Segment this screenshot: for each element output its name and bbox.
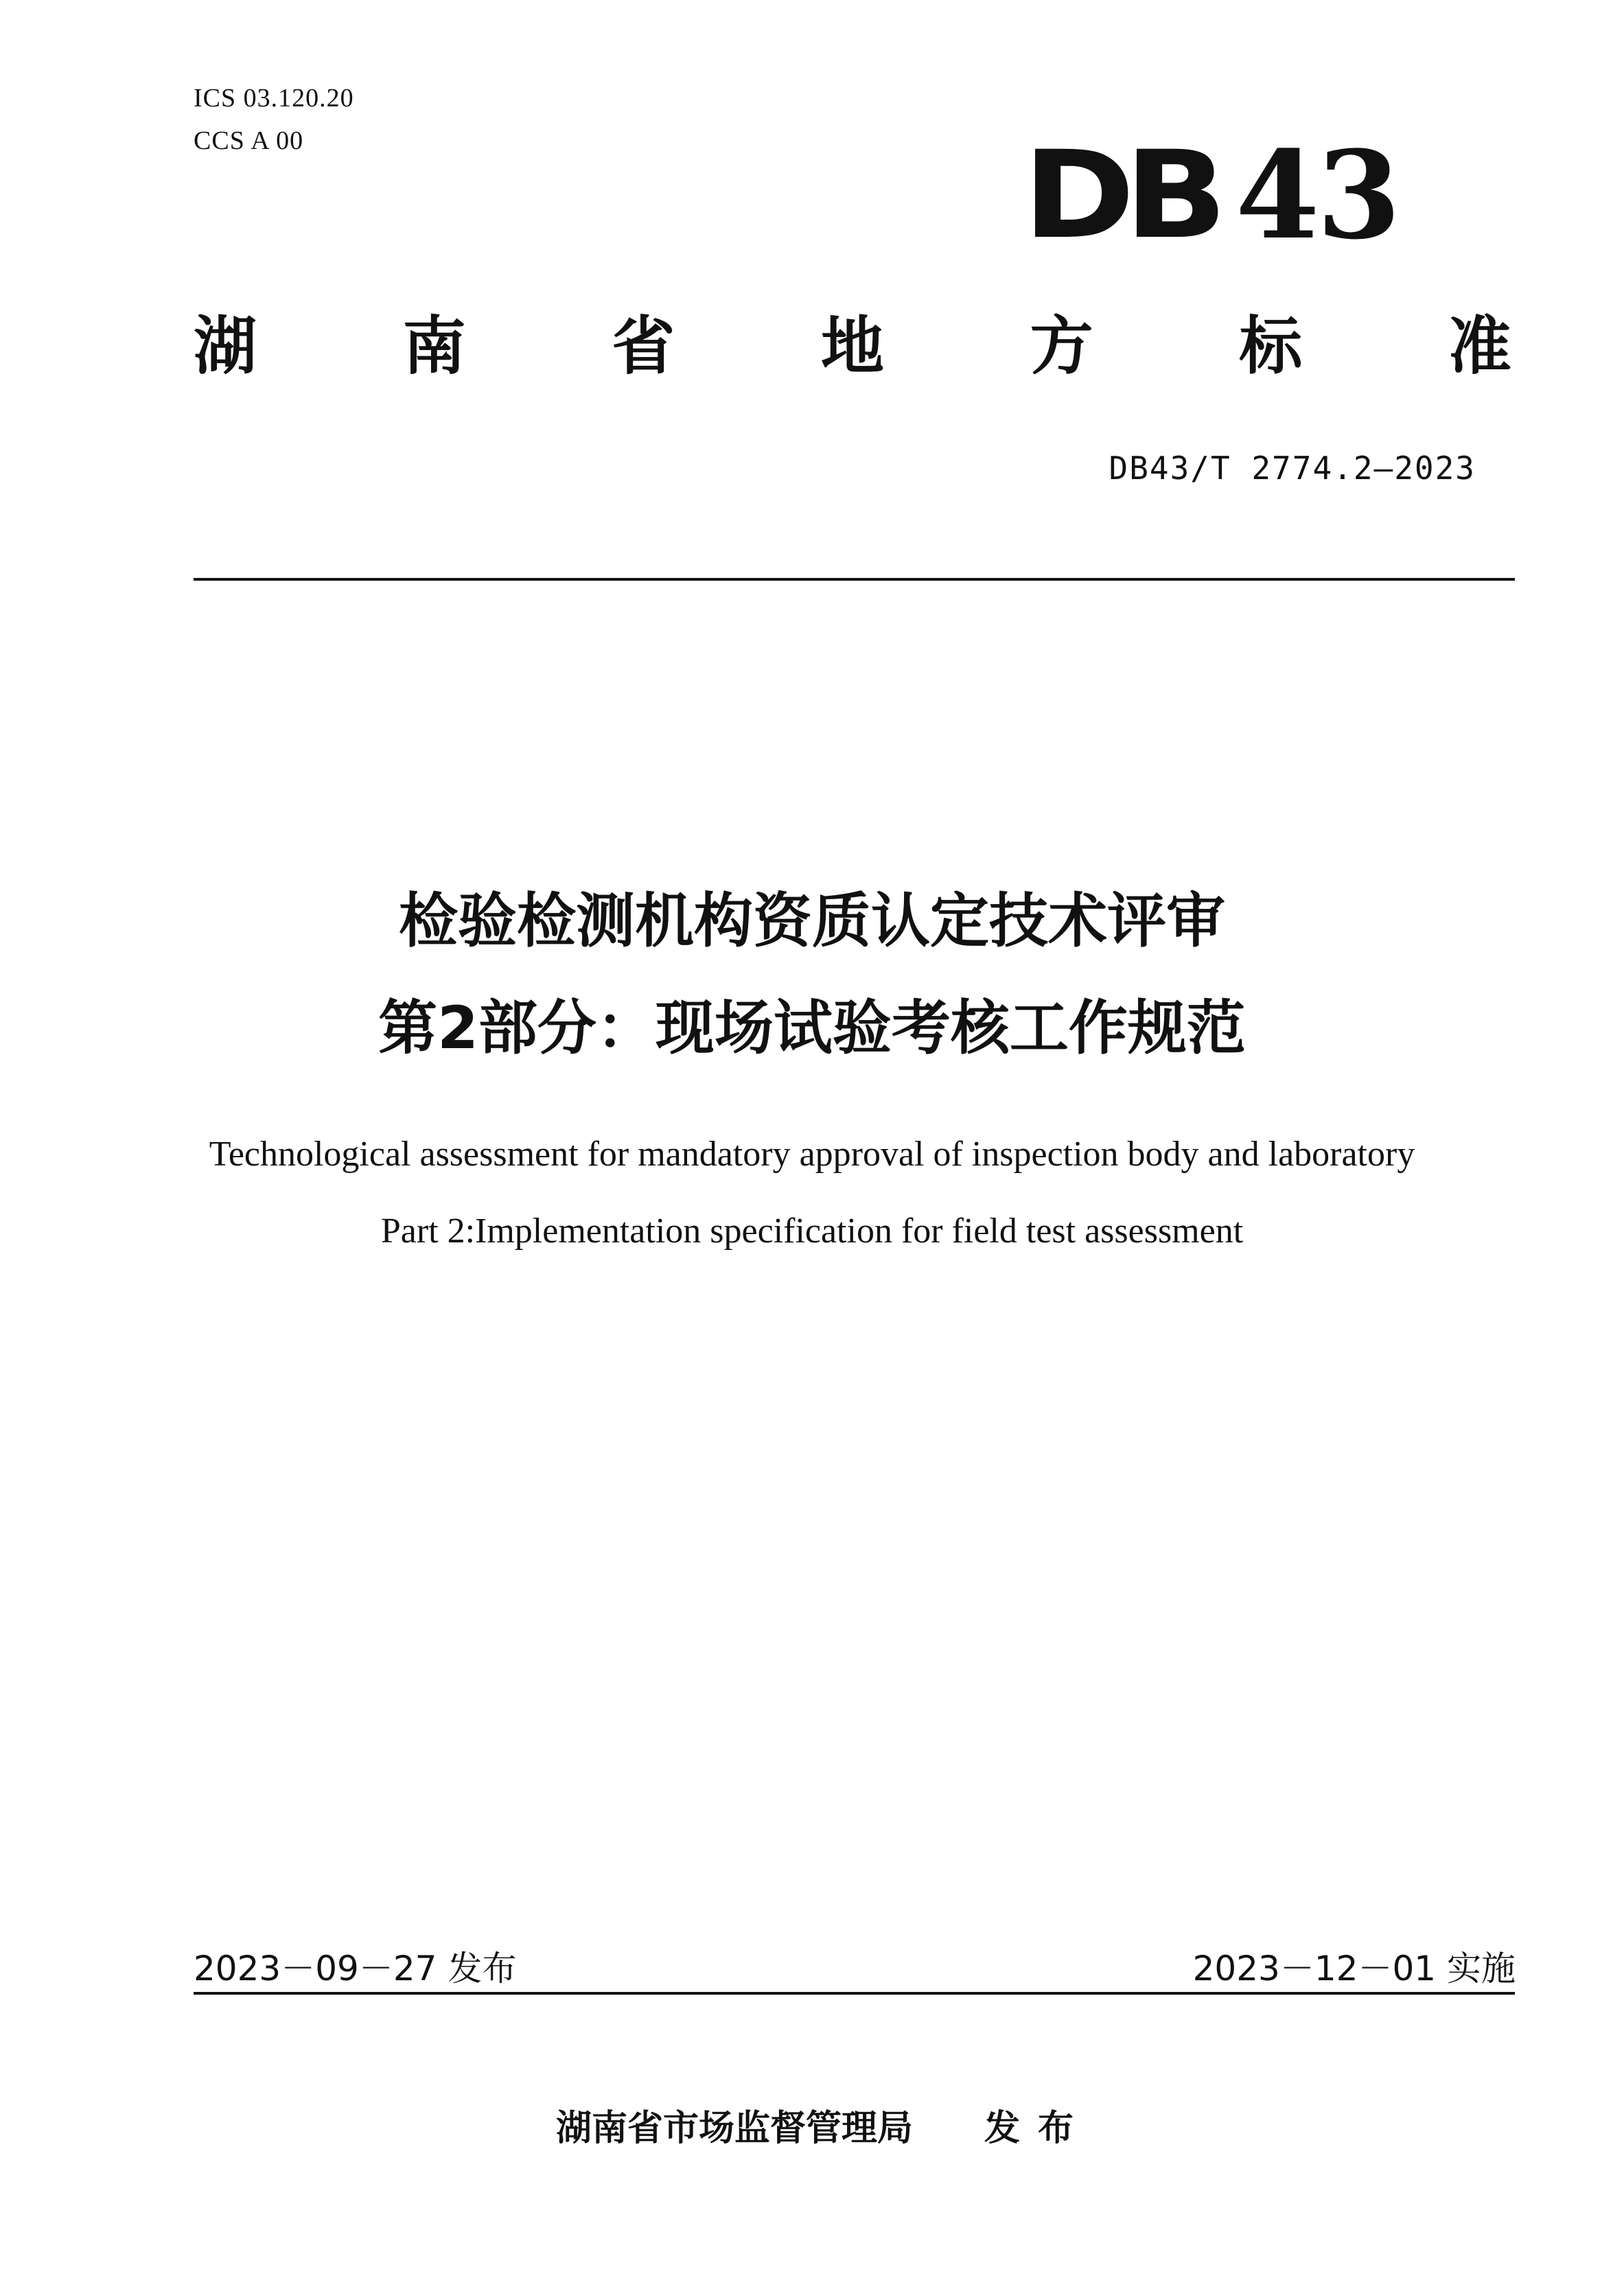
db-letters: DB (1023, 125, 1217, 266)
standard-type-char: 湖 (194, 310, 257, 383)
publisher-line (556, 2104, 1091, 2153)
publish-action: 发布 (984, 2108, 1092, 2149)
title-cn-line1: 检验检测机构资质认定技术评审 (399, 887, 1225, 955)
standard-type-char: 地 (820, 310, 884, 383)
issue-date: 2023－09－27 发布 (194, 1949, 517, 1988)
title-cn-line2: 第2部分：现场试验考核工作规范 (378, 994, 1246, 1063)
standard-type-char: 准 (1448, 310, 1511, 383)
standard-type-char: 南 (402, 310, 466, 383)
standard-number: DB43/T 2774.2—2023 (1109, 450, 1476, 487)
header-divider (194, 578, 1515, 581)
standard-type-char: 省 (612, 310, 675, 383)
title-en-line1: Technological assessment for mandatory approval of inspection body and laboratory (209, 1135, 1415, 1174)
standard-type-heading (194, 309, 1511, 384)
title-en-line2: Part 2:Implementation specification for field test assessment (380, 1211, 1244, 1251)
province-code: 43 (1236, 124, 1398, 266)
publisher-name: 湖南省市场监督管理局 (556, 2108, 914, 2149)
db43-logo-mark (1023, 124, 1398, 266)
standard-type-char: 方 (1030, 310, 1093, 383)
ccs-code: CCS A 00 (194, 126, 304, 155)
footer-divider (194, 1992, 1515, 1995)
implementation-date: 2023－12－01 实施 (1192, 1949, 1516, 1988)
classification-codes (194, 77, 354, 162)
standard-type-char: 标 (1239, 310, 1303, 383)
ics-code: ICS 03.120.20 (194, 84, 354, 113)
